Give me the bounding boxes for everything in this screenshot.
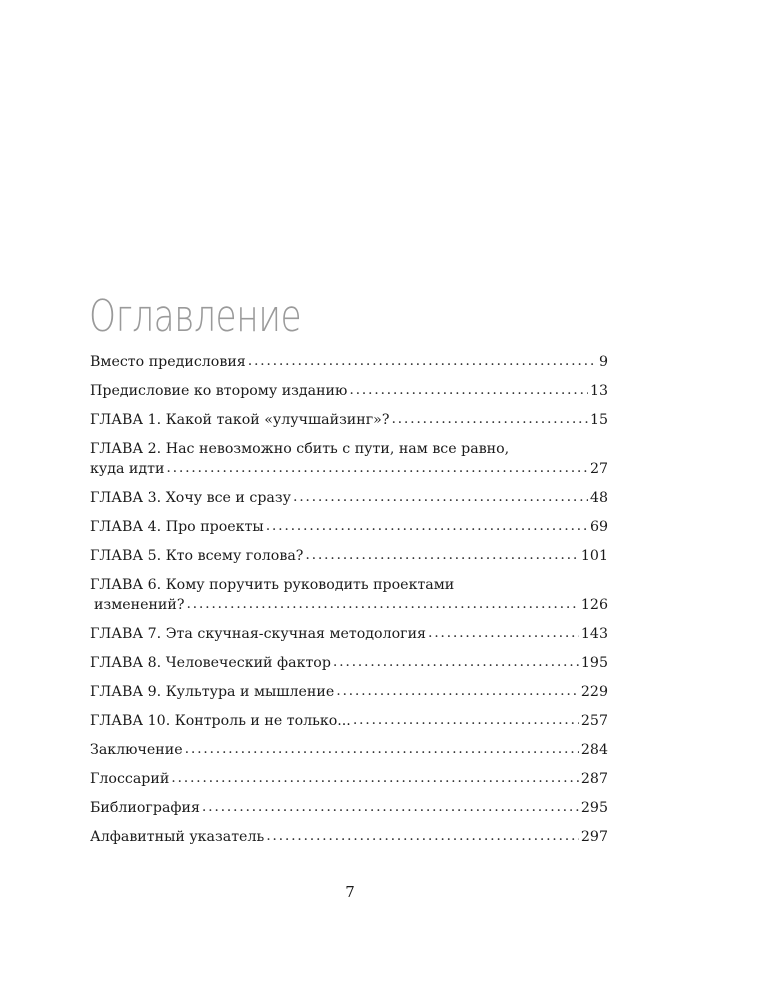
toc-entry-label: ГЛАВА 5. Кто всему голова?	[90, 548, 304, 564]
toc-entry-page: 27	[589, 461, 608, 477]
toc-entry[interactable]	[90, 827, 608, 847]
toc-entry-page: 284	[580, 742, 608, 758]
toc-entry-label: ГЛАВА 4. Про проекты	[90, 519, 264, 535]
toc-entry[interactable]	[90, 546, 608, 566]
toc-entry-page: 195	[580, 655, 608, 671]
toc-entry-page: 13	[589, 383, 608, 399]
toc-entry[interactable]	[90, 798, 608, 818]
toc-entry[interactable]	[90, 740, 608, 760]
toc-entry-label: Глоссарий	[90, 771, 170, 787]
toc-entry[interactable]	[90, 575, 608, 615]
dot-leader	[293, 487, 588, 507]
toc-entry-page: 69	[589, 519, 608, 535]
toc-entry-label: ГЛАВА 9. Культура и мышление	[90, 684, 335, 700]
toc-entry[interactable]	[90, 682, 608, 702]
toc-entry[interactable]	[90, 517, 608, 537]
toc-entry-page: 287	[580, 771, 608, 787]
dot-leader	[333, 652, 579, 672]
dot-leader	[202, 797, 579, 817]
toc-entry-label: ГЛАВА 3. Хочу все и сразу	[90, 490, 291, 506]
toc-entry-label: ГЛАВА 1. Какой такой «улучшайзинг»?	[90, 412, 390, 428]
toc-entry[interactable]	[90, 488, 608, 508]
toc-entry-label: изменений?	[94, 597, 185, 613]
dot-leader	[171, 768, 579, 788]
toc-entry-label: Предисловие ко второму изданию	[90, 383, 348, 399]
page-title: Оглавление	[89, 291, 302, 342]
toc-entry[interactable]	[90, 653, 608, 673]
table-of-contents	[90, 352, 608, 856]
dot-leader	[185, 739, 579, 759]
toc-entry-label: Вместо предисловия	[90, 354, 246, 370]
toc-entry-page: 257	[580, 713, 608, 729]
toc-entry-label: Библиография	[90, 800, 200, 816]
toc-entry-label: ГЛАВА 8. Человеческий фактор	[90, 655, 331, 671]
toc-entry-page: 143	[580, 626, 608, 642]
toc-entry-label: Алфавитный указатель	[90, 829, 265, 845]
toc-entry-page: 15	[589, 412, 608, 428]
toc-entry[interactable]	[90, 352, 608, 372]
dot-leader	[248, 351, 597, 371]
toc-entry[interactable]	[90, 624, 608, 644]
dot-leader	[336, 681, 579, 701]
toc-entry-label: ГЛАВА 10. Контроль и не только...	[90, 713, 351, 729]
toc-entry-page: 9	[598, 354, 608, 370]
dot-leader	[349, 380, 588, 400]
toc-entry[interactable]	[90, 711, 608, 731]
toc-entry[interactable]	[90, 439, 608, 479]
toc-entry-page: 297	[580, 829, 608, 845]
dot-leader	[166, 458, 588, 478]
dot-leader	[266, 826, 579, 846]
toc-entry-label-line-1: ГЛАВА 6. Кому поручить руководить проектами	[90, 577, 455, 593]
toc-entry-label: ГЛАВА 7. Эта скучная-скучная методология	[90, 626, 426, 642]
toc-entry-label: Заключение	[90, 742, 183, 758]
toc-entry[interactable]	[90, 381, 608, 401]
toc-entry-page: 295	[580, 800, 608, 816]
dot-leader	[305, 545, 579, 565]
toc-entry-page: 101	[580, 548, 608, 564]
dot-leader	[391, 409, 587, 429]
page-number: 7	[345, 883, 355, 901]
toc-entry-page: 48	[589, 490, 608, 506]
dot-leader	[266, 516, 588, 536]
toc-entry-label: куда идти	[90, 461, 165, 477]
dot-leader	[186, 594, 578, 614]
dot-leader	[353, 710, 579, 730]
toc-entry-page: 126	[580, 597, 608, 613]
dot-leader	[428, 623, 579, 643]
toc-entry-page: 229	[580, 684, 608, 700]
toc-entry[interactable]	[90, 410, 608, 430]
toc-entry-label-line-1: ГЛАВА 2. Нас невозможно сбить с пути, нам все равно,	[90, 441, 510, 457]
toc-entry[interactable]	[90, 769, 608, 789]
